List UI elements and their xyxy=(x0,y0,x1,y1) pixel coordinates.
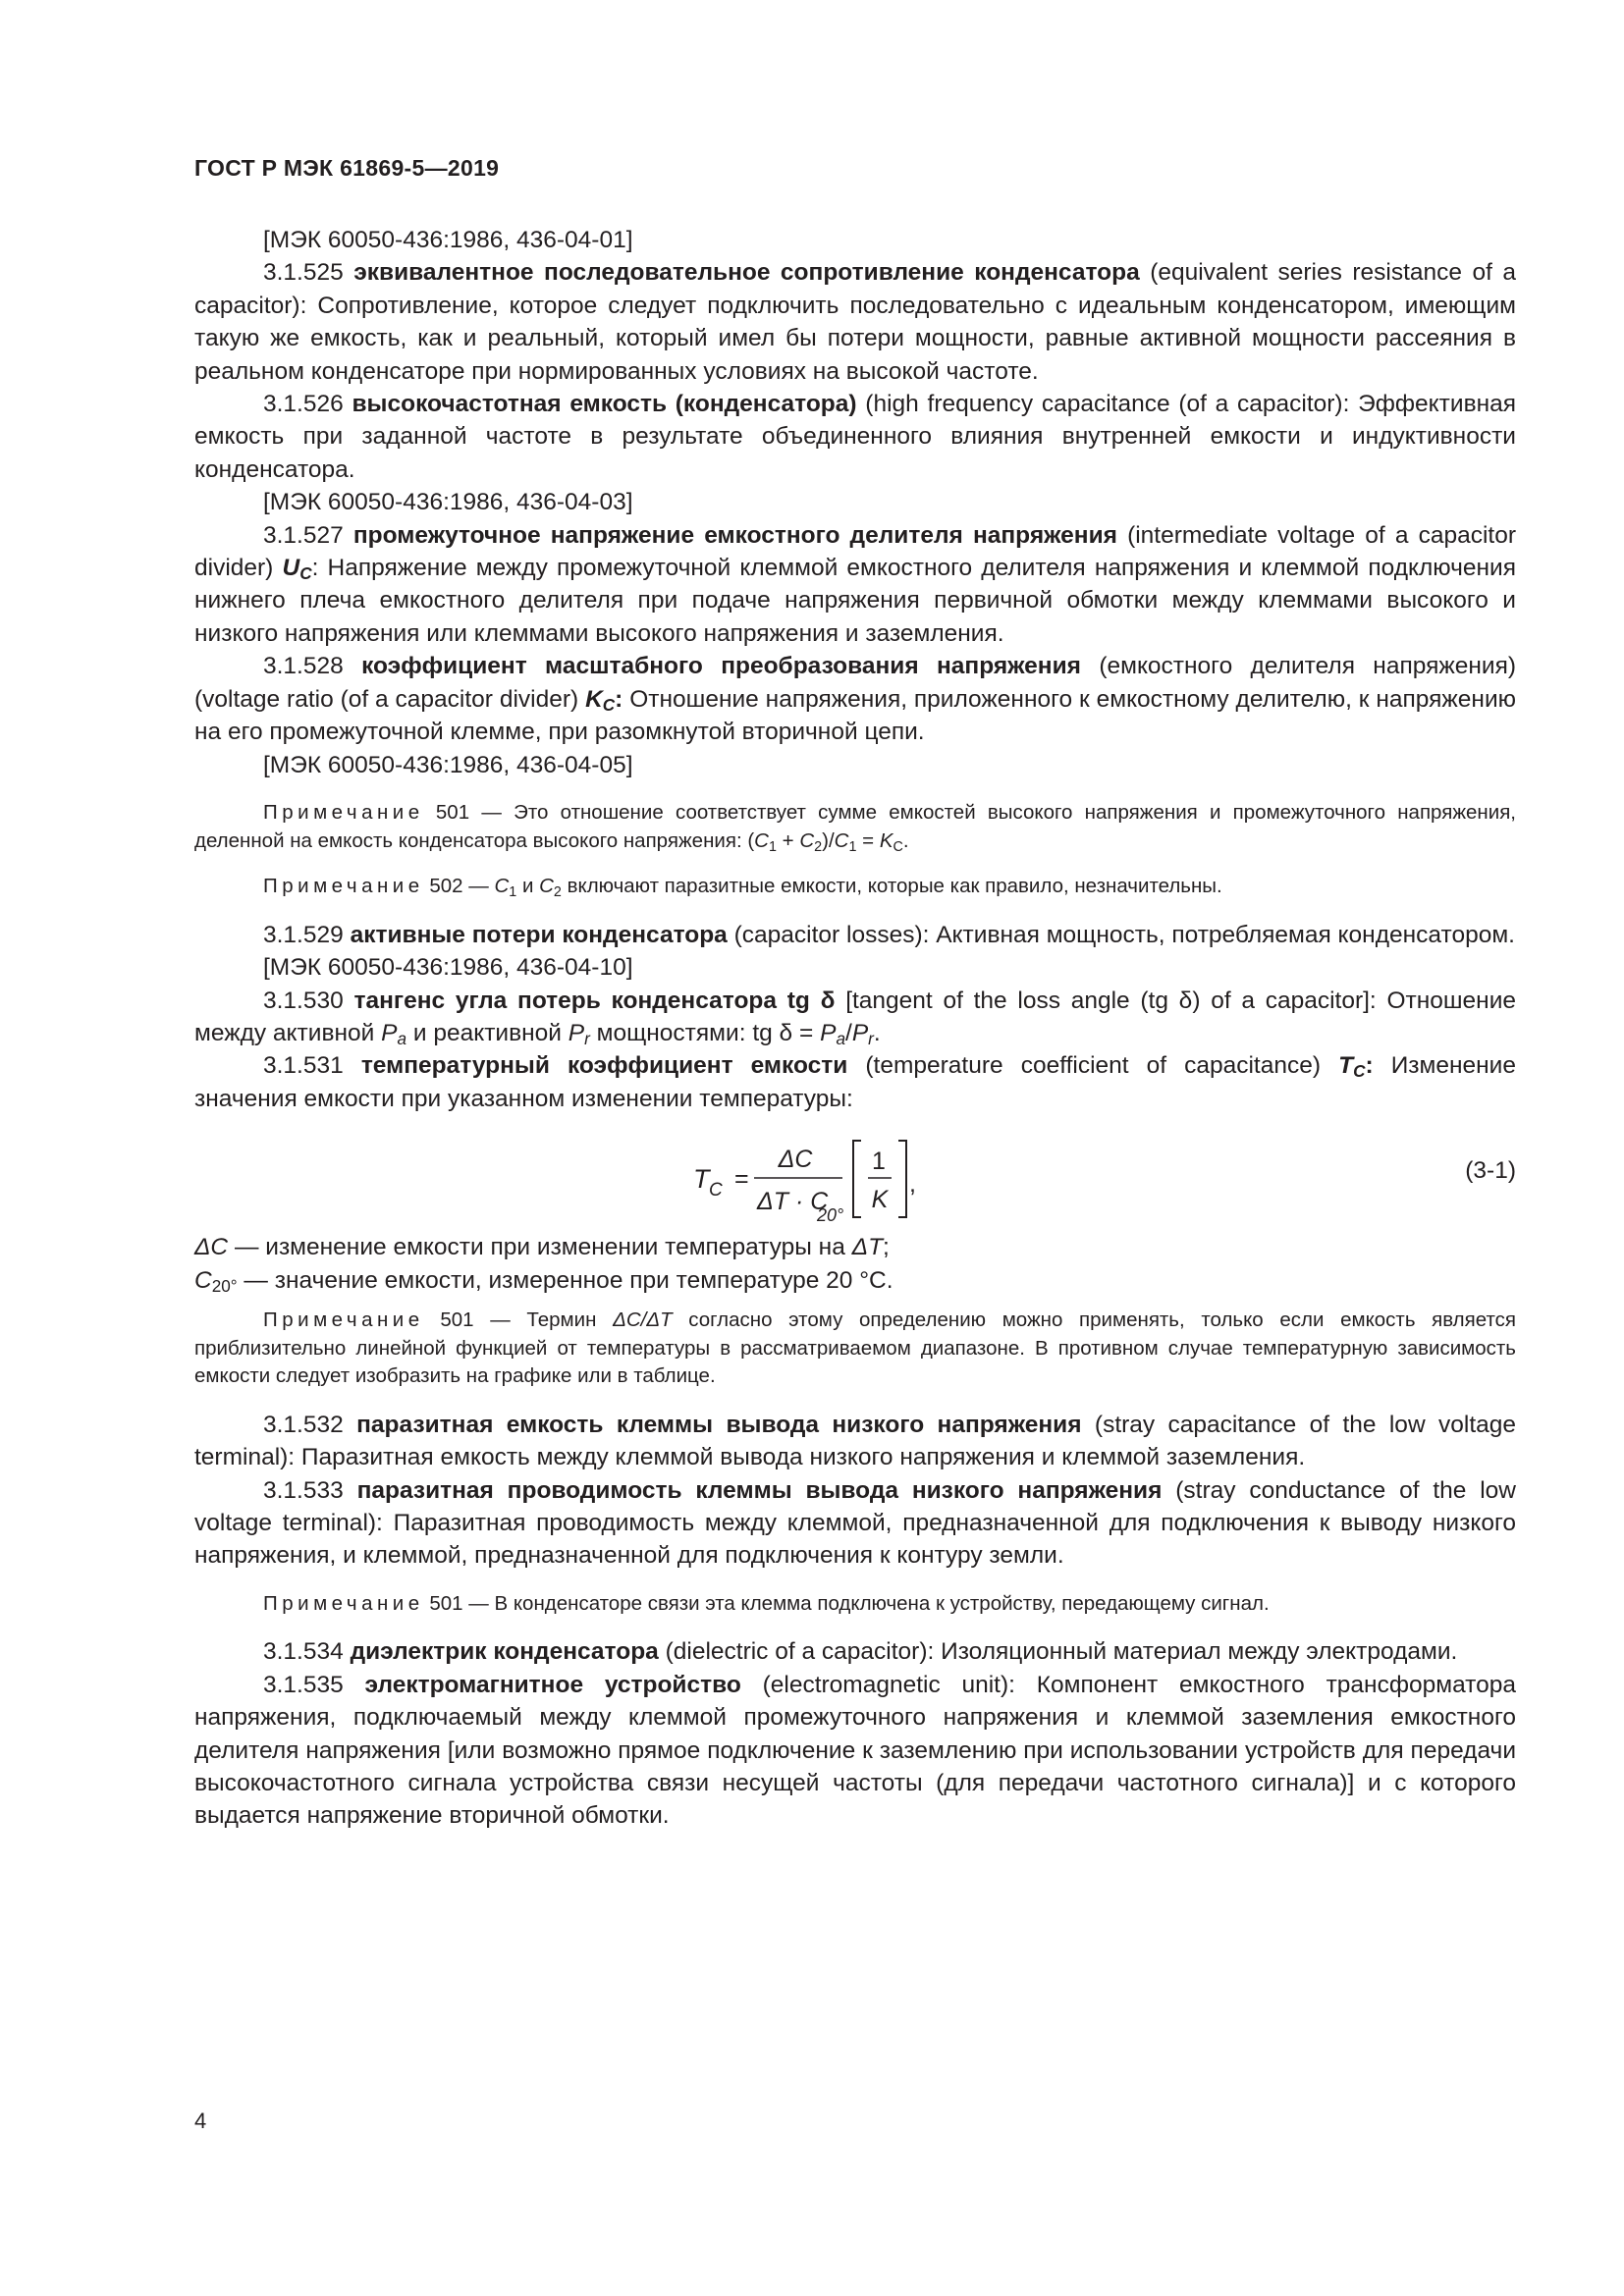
document-header: ГОСТ Р МЭК 61869-5—2019 xyxy=(194,155,500,181)
operator: + xyxy=(776,828,800,852)
legend-text: — изменение емкости при изменении температуры на xyxy=(228,1234,852,1261)
subscript: r xyxy=(868,1028,874,1048)
formula-bracket-right xyxy=(898,1141,906,1217)
subscript: 1 xyxy=(848,838,857,855)
symbol-subscript: C xyxy=(1353,1061,1366,1082)
formula-denominator-subscript: 20° xyxy=(817,1205,844,1226)
note-number: 501 — xyxy=(440,1308,511,1331)
entry-term: тангенс угла потерь конденсатора tg δ xyxy=(353,987,836,1014)
symbol: ΔC/ΔT xyxy=(613,1308,673,1331)
symbol: C xyxy=(539,875,554,898)
symbol: C xyxy=(754,828,769,852)
reference-436-04-10: [МЭК 60050-436:1986, 436-04-10] xyxy=(263,954,633,982)
symbol-subscript: C xyxy=(602,694,616,715)
entry-definition: (temperature coefficient of capacitance) xyxy=(865,1052,1322,1080)
entry-definition-cont: Отношение напряжения, приложенного к емкостному делителю, к напряжению на его промежуточной клемме, при разомкнутой вторичной цепи. xyxy=(194,685,1517,746)
formula-number: (3-1) xyxy=(1465,1157,1516,1185)
symbol: C xyxy=(834,828,849,852)
note-text: В конденсаторе связи эта клемма подключена к устройству, передающему сигнал. xyxy=(494,1591,1270,1615)
operator: = xyxy=(856,828,880,852)
note-label: Примечание xyxy=(263,875,424,898)
entry-term: коэффициент масштабного преобразования напряжения xyxy=(361,653,1081,680)
entry-3-1-528 xyxy=(194,650,1516,748)
symbol-subscript: C xyxy=(299,563,312,584)
entry-number: 3.1.530 xyxy=(263,987,344,1014)
subscript: a xyxy=(397,1028,407,1048)
entry-number: 3.1.532 xyxy=(263,1411,344,1438)
note-text-cont: согласно этому определению можно применять, только если емкость является приблизительно линейной функцией от температуры в рассматриваемом диапазоне. В противном случае температурную зависимость емкости следует изобразить на графике или в таблице. xyxy=(194,1308,1516,1388)
entry-term: эквивалентное последовательное сопротивление конденсатора xyxy=(353,259,1140,287)
formula-comma: , xyxy=(909,1170,916,1199)
formula-lhs-subscript: C xyxy=(709,1180,723,1201)
entry-term: высокочастотная емкость (конденсатора) xyxy=(352,391,857,418)
reference-436-04-01: [МЭК 60050-436:1986, 436-04-01] xyxy=(263,227,633,253)
legend-symbol: ΔT xyxy=(851,1234,884,1261)
legend-symbol: C xyxy=(194,1266,212,1294)
entry-3-1-534 xyxy=(194,1635,1516,1668)
formula-legend-c20 xyxy=(194,1264,1516,1297)
legend-end: ; xyxy=(883,1234,890,1261)
symbol: P xyxy=(381,1019,398,1046)
entry-number: 3.1.526 xyxy=(263,391,344,418)
entry-term: паразитная проводимость клеммы вывода низкого напряжения xyxy=(356,1476,1163,1504)
formula-bracket-left xyxy=(853,1141,861,1217)
legend-subscript: 20° xyxy=(211,1275,238,1296)
conjunction: и xyxy=(516,875,540,898)
subscript: a xyxy=(836,1028,846,1048)
symbol: K xyxy=(879,828,893,852)
formula-3-1 xyxy=(194,1115,1516,1231)
symbol: P xyxy=(568,1019,585,1046)
note-528-502 xyxy=(194,873,1516,901)
note-number: 501 — xyxy=(429,1591,489,1615)
entry-term: электромагнитное устройство xyxy=(364,1671,741,1698)
entry-definition-cont: мощностями: tg δ = xyxy=(589,1019,821,1046)
formula-bracket-numerator: 1 xyxy=(872,1148,886,1176)
formula-bracket-denominator: K xyxy=(871,1186,889,1214)
entry-3-1-530 xyxy=(194,985,1516,1050)
entry-number: 3.1.534 xyxy=(263,1638,344,1666)
entry-term: паразитная емкость клеммы вывода низкого напряжения xyxy=(356,1411,1082,1438)
entry-number: 3.1.527 xyxy=(263,521,344,549)
entry-3-1-526 xyxy=(194,388,1516,486)
note-text: Это отношение соответствует сумме емкостей высокого напряжения и промежуточного напряжения, деленной на емкость конденсатора высокого напряжения: ( xyxy=(194,800,1516,852)
legend-text: — значение емкости, измеренное при температуре 20 °С. xyxy=(237,1266,893,1294)
symbol-colon: : xyxy=(1365,1052,1374,1080)
formula-graphic xyxy=(194,1115,1516,1231)
entry-definition: (stray conductance of the low voltage terminal): Паразитная проводимость между клеммой, предназначенной для подключения к выводу низкого напряжения, и клеммой, предназначенной для подключения к контуру земли. xyxy=(194,1476,1516,1570)
entry-definition: (equivalent series resistance of a capacitor): Сопротивление, которое следует подключить последовательно с идеальным конденсатором, имеющим такую же емкость, как и реальный, который имел бы потери мощности, равные активной мощности рассеяния в реальном конденсаторе при нормированных условиях на высокой частоте. xyxy=(194,259,1516,385)
entry-term: диэлектрик конденсатора xyxy=(350,1638,659,1666)
symbol: C xyxy=(799,828,815,852)
entry-number: 3.1.535 xyxy=(263,1671,344,1698)
symbol: U xyxy=(282,555,300,582)
entry-term: температурный коэффициент емкости xyxy=(360,1052,848,1080)
entry-definition: (емкостного делителя напряжения) (voltage ratio (of a capacitor divider) xyxy=(194,653,1516,713)
note-text: Термин xyxy=(526,1308,614,1331)
entry-definition: (electromagnetic unit): Компонент емкостного трансформатора напряжения, подключаемый между клеммой промежуточного напряжения и клеммой заземления емкостного делителя напряжения [или возможно прямое подключение к заземлению при использовании устройств для передачи высокочастотного сигнала устройства связи несущей частоты (для передачи частотного сигнала)] и с которого выдается напряжение вторичной обмотки. xyxy=(194,1671,1516,1830)
entry-definition: (stray capacitance of the low voltage terminal): Паразитная емкость между клеммой вывода низкого напряжения и клеммой заземления. xyxy=(194,1411,1517,1471)
legend-symbol: ΔC xyxy=(194,1234,229,1261)
symbol: T xyxy=(1338,1052,1354,1080)
symbol: P xyxy=(820,1019,837,1046)
reference-436-04-03: [МЭК 60050-436:1986, 436-04-03] xyxy=(263,489,633,516)
formula-lhs: T xyxy=(693,1164,710,1195)
subscript: 1 xyxy=(509,884,517,901)
entry-3-1-525 xyxy=(194,256,1516,388)
symbol: K xyxy=(585,685,603,713)
note-label: Примечание xyxy=(263,800,424,824)
entry-definition-cont: Изменение значения емкости при указанном изменении температуры: xyxy=(194,1052,1516,1112)
note-number: 501 — xyxy=(435,800,502,824)
entry-number: 3.1.525 xyxy=(263,259,344,287)
entry-definition: (capacitor losses): Активная мощность, потребляемая конденсатором. xyxy=(733,921,1515,948)
entry-definition-cont: : Напряжение между промежуточной клеммой емкостного делителя напряжения и клеммой подключения нижнего плеча емкостного делителя при подаче напряжения первичной обмотки между клеммами высокого и низкого напряжения или клеммами высокого напряжения и заземления. xyxy=(194,555,1516,647)
entry-definition-cont: и реактивной xyxy=(406,1019,568,1046)
operator: )/ xyxy=(822,828,835,852)
subscript: 2 xyxy=(814,838,823,855)
subscript: 1 xyxy=(768,838,777,855)
note-text: включают паразитные емкости, которые как правило, незначительны. xyxy=(561,875,1222,898)
note-533-501 xyxy=(194,1590,1516,1619)
entry-number: 3.1.533 xyxy=(263,1476,344,1504)
reference-436-04-05: [МЭК 60050-436:1986, 436-04-05] xyxy=(263,751,633,778)
formula-equals: = xyxy=(734,1165,749,1194)
symbol: C xyxy=(494,875,510,898)
symbol-colon: : xyxy=(615,685,623,713)
entry-term: промежуточное напряжение емкостного делителя напряжения xyxy=(352,521,1117,549)
page-number: 4 xyxy=(194,2109,207,2133)
entry-definition: [tangent of the loss angle (tg δ) of a capacitor]: Отношение между активной xyxy=(194,987,1517,1046)
operator: / xyxy=(845,1019,852,1046)
entry-3-1-531 xyxy=(194,1049,1516,1115)
entry-number: 3.1.528 xyxy=(263,653,344,680)
entry-definition: (high frequency capacitance (of a capacitor): Эффективная емкость при заданной частоте в результате объединенного влияния внутренней емкости и индуктивности конденсатора. xyxy=(194,391,1517,483)
entry-definition: (dielectric of a capacitor): Изоляционный материал между электродами. xyxy=(665,1638,1458,1666)
entry-definition: (intermediate voltage of a capacitor divider) xyxy=(194,521,1516,582)
document-body xyxy=(194,224,1516,1833)
entry-end: . xyxy=(873,1019,881,1046)
entry-number: 3.1.529 xyxy=(263,921,344,948)
note-528-501 xyxy=(194,799,1516,855)
entry-3-1-529 xyxy=(194,919,1516,951)
formula-numerator: ΔC xyxy=(778,1146,813,1174)
entry-3-1-532 xyxy=(194,1409,1516,1474)
entry-term: активные потери конденсатора xyxy=(350,921,728,948)
formula-denominator: ΔT · C xyxy=(757,1188,829,1216)
symbol: P xyxy=(851,1019,869,1046)
note-531-501 xyxy=(194,1307,1516,1391)
subscript: r xyxy=(584,1028,590,1048)
note-label: Примечание xyxy=(263,1308,424,1331)
entry-3-1-535 xyxy=(194,1669,1516,1833)
subscript: 2 xyxy=(553,884,562,901)
entry-number: 3.1.531 xyxy=(263,1052,344,1080)
formula-legend-delta-c xyxy=(194,1231,1516,1263)
note-end: . xyxy=(902,828,909,852)
entry-3-1-527 xyxy=(194,519,1516,651)
entry-3-1-533 xyxy=(194,1474,1516,1573)
note-number: 502 — xyxy=(429,875,489,898)
subscript: C xyxy=(893,838,903,855)
note-label: Примечание xyxy=(263,1591,424,1615)
